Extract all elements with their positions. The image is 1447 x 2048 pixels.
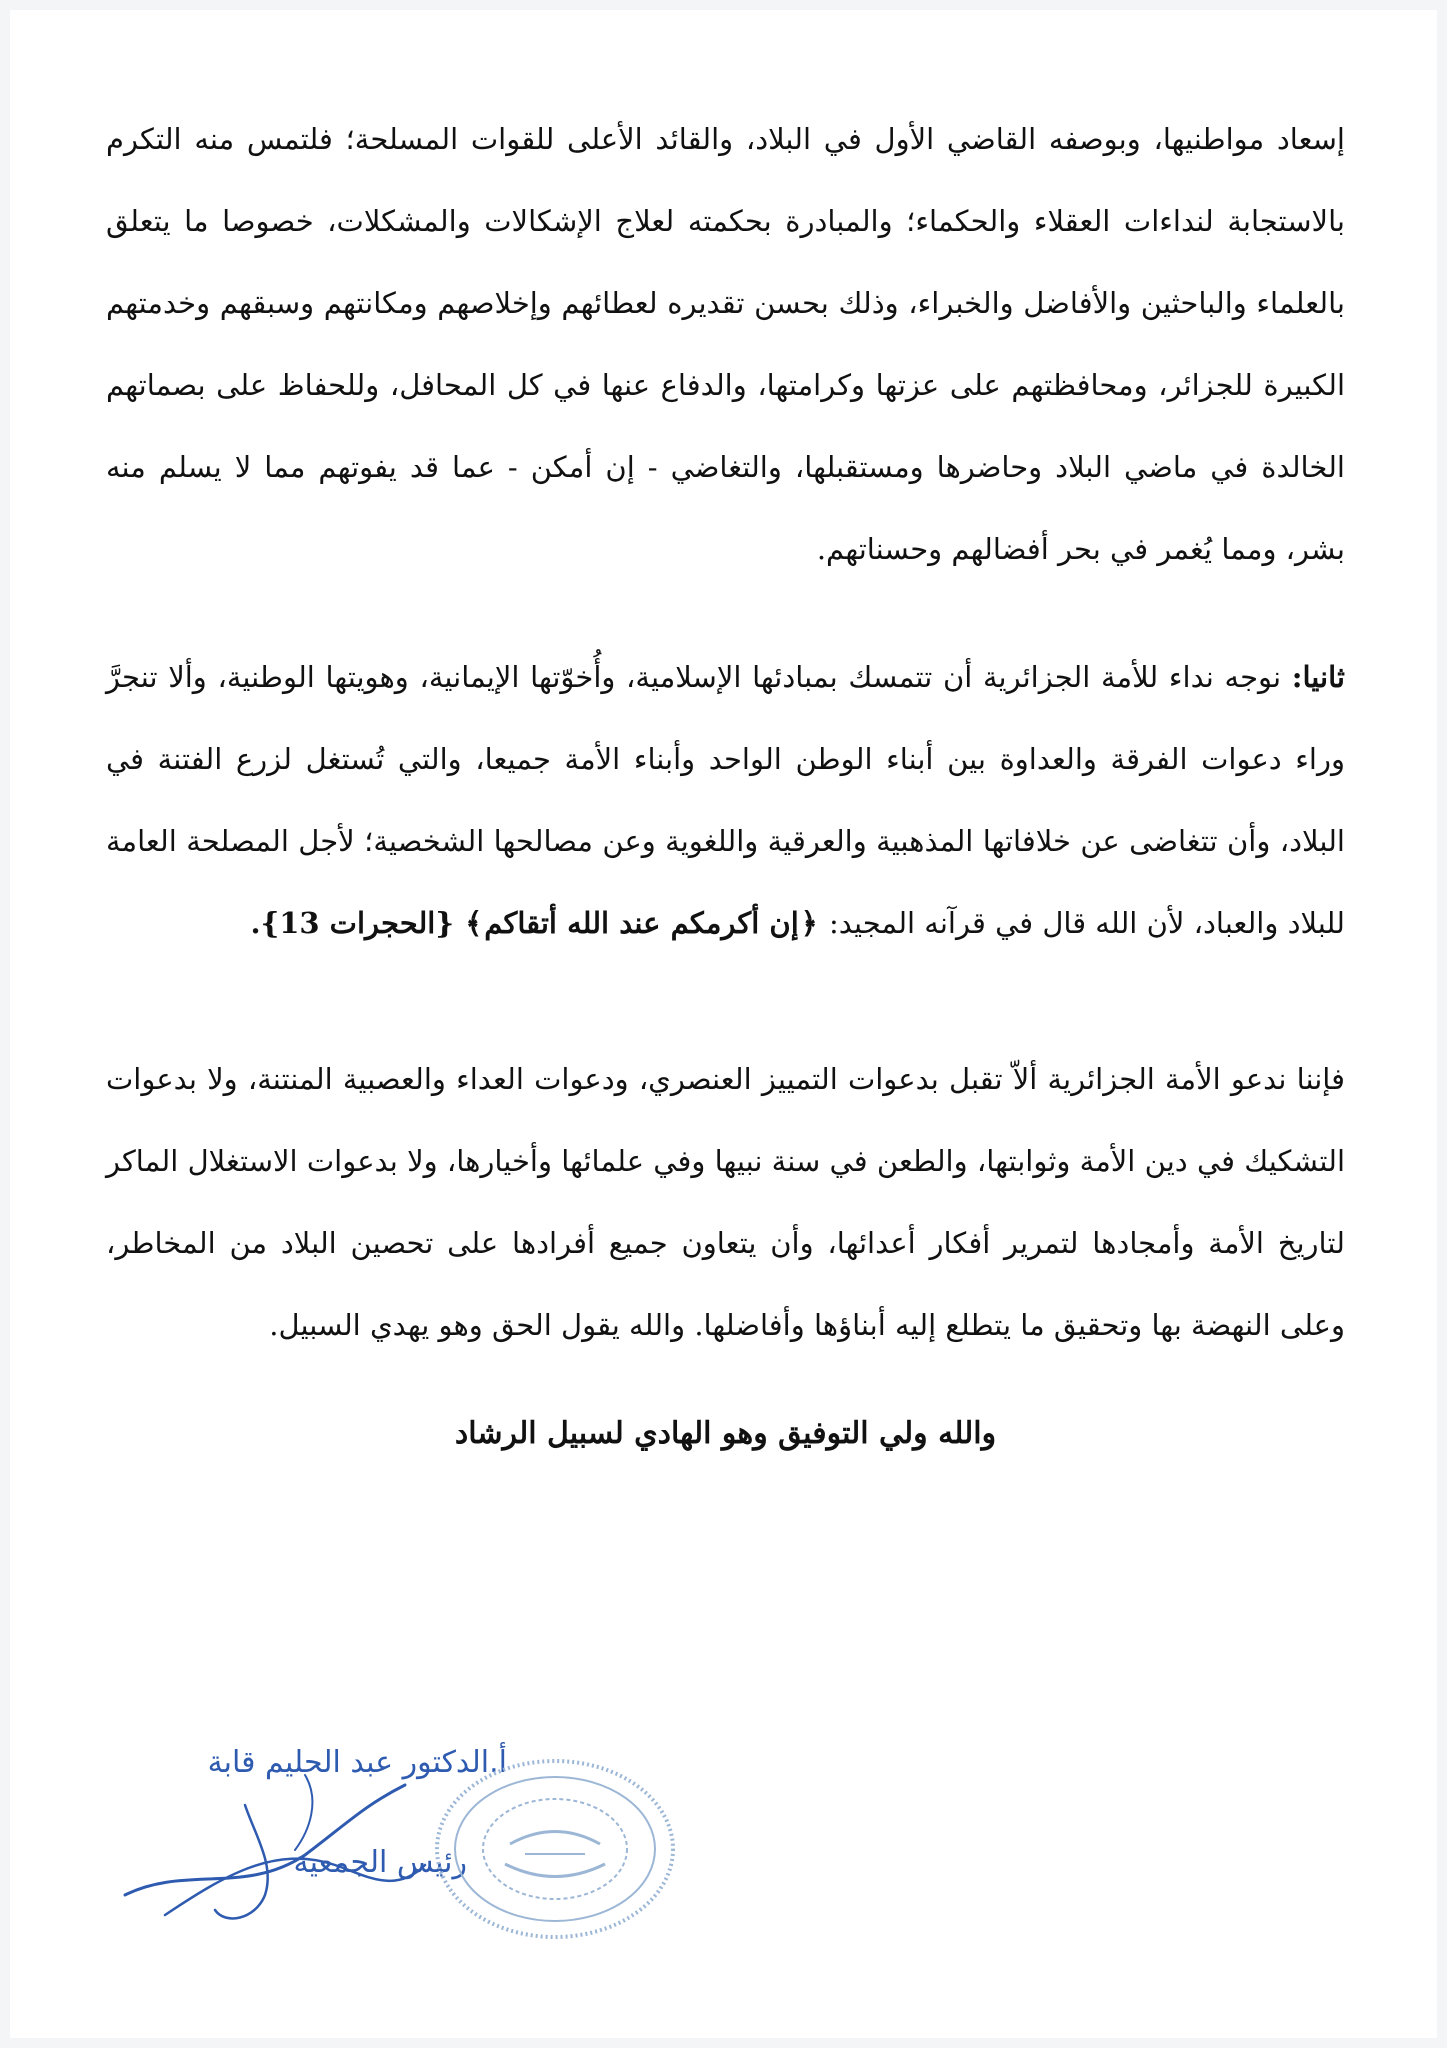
closing-line: والله ولي التوفيق وهو الهادي لسبيل الرشاد bbox=[454, 1416, 997, 1451]
quran-citation: {الحجرات 13}. bbox=[250, 906, 455, 940]
signatory-name: أ.الدكتور عبد الحليم قابة bbox=[207, 1745, 507, 1780]
organization-stamp bbox=[425, 1749, 685, 1949]
paragraph-2 bbox=[106, 636, 1345, 964]
paragraph-1: إسعاد مواطنيها، وبوصفه القاضي الأول في البلاد، والقائد الأعلى للقوات المسلحة؛ فلتمس منه التكرم بالاستجابة لنداءات العقلاء والحكماء؛ والمبادرة بحكمته لعلاج الإشكالات والمشكلات، خصوصا ما يتعلق بالعلماء والباحثين والأفاضل والخبراء، وذلك بحسن تقديره لعطائهم وإخلاصهم ومكانتهم وسبقهم وخدمتهم الكبيرة للجزائر، ومحافظتهم على عزتها وكرامتها، والدفاع عنها في كل المحافل، وللحفاظ على بصماتهم الخالدة في ماضي البلاد وحاضرها ومستقبلها، والتغاضي - إن أمكن - عما قد يفوتهم مما لا يسلم منه بشر، ومما يُغمر في بحر أفضالهم وحسناتهم. bbox=[106, 122, 1345, 566]
quote-open-bracket: ﴿ bbox=[800, 906, 818, 940]
handwritten-signature bbox=[105, 1745, 445, 1935]
signatory-role: رئيس الجمعية bbox=[293, 1845, 467, 1880]
signature-block bbox=[10, 1745, 1437, 1965]
document-body bbox=[106, 98, 1345, 1464]
quote-close-bracket: ﴾ bbox=[465, 906, 483, 940]
quran-quote: إن أكرمكم عند الله أتقاكم bbox=[484, 906, 799, 940]
paragraph-2-lead: ثانيا: bbox=[1291, 660, 1346, 694]
paragraph-3: فإننا ندعو الأمة الجزائرية ألاّ تقبل بدعوات التمييز العنصري، ودعوات العداء والعصبية المنتنة، ولا بدعوات التشكيك في دين الأمة وثوابتها، والطعن في سنة نبيها وفي علمائها وأخيارها، ولا بدعوات الاستغلال الماكر لتاريخ الأمة وأمجادها لتمرير أفكار أعدائها، وأن يتعاون جميع أفرادها على تحصين البلاد من المخاطر، وعلى النهضة بها وتحقيق ما يتطلع إليه أبناؤها وأفاضلها. والله يقول الحق وهو يهدي السبيل. bbox=[106, 1062, 1345, 1342]
document-page bbox=[10, 10, 1437, 2038]
paragraph-2-text: نوجه نداء للأمة الجزائرية أن تتمسك بمبادئها الإسلامية، وأُخوّتها الإيمانية، وهويتها الوطنية، وألا تنجرَّ وراء دعوات الفرقة والعداوة بين أبناء الوطن الواحد وأبناء الأمة جميعا، والتي تُستغل لزرع الفتنة في البلاد، وأن تتغاضى عن خلافاتها المذهبية والعرقية واللغوية وعن مصالحها الشخصية؛ لأجل المصلحة العامة للبلاد والعباد، لأن الله قال في قرآنه المجيد: bbox=[106, 660, 1345, 940]
